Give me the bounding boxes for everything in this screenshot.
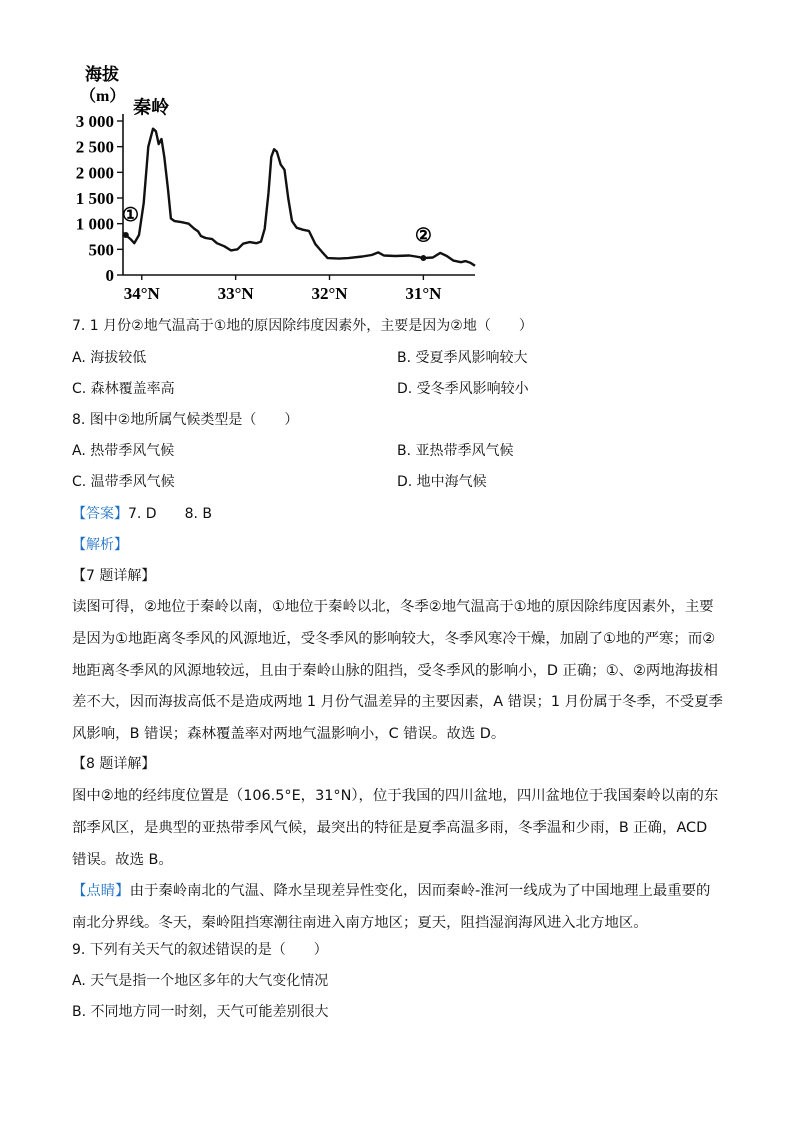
tips-paragraph bbox=[72, 876, 724, 940]
x-axis-ticks bbox=[124, 275, 442, 303]
y-tick-label: 2 000 bbox=[75, 163, 114, 183]
q7-detail-text: 读图可得，②地位于秦岭以南，①地位于秦岭以北，冬季②地气温高于①地的原因除纬度因素外，主要是因为①地距离冬季风的风源地近，受冬季风的影响较大，冬季风寒冷干燥，加剧了①地的严寒；而②地距离冬季风的风源地较远，且由于秦岭山脉的阻挡，受冬季风的影响小，D 正确；①、②两地海拔相差不大，因而海拔高低不是造成两地 1 月份气温差异的主要因素，A 错误；1 月份属于冬季，不受夏季风影响，B 错误；森林覆盖率对两地气温影响小，C 错误。故选 D。 bbox=[72, 599, 723, 743]
question-9-stem: 9. 下列有关天气的叙述错误的是（ ） bbox=[72, 942, 328, 958]
y-axis-ticks bbox=[76, 112, 123, 285]
q9-option-b: B. 不同地方同一时刻，天气可能差别很大 bbox=[72, 1004, 329, 1020]
x-tick-label: 31°N bbox=[405, 284, 442, 303]
q8-option-a: A. 热带季风气候 bbox=[72, 443, 175, 459]
marked-points bbox=[123, 232, 427, 261]
chart-annotation: ② bbox=[414, 225, 432, 247]
y-tick-label: 500 bbox=[88, 240, 114, 260]
elevation-profile-chart bbox=[75, 58, 500, 308]
chart-annotation: ① bbox=[121, 205, 140, 227]
x-tick-label: 32°N bbox=[311, 284, 348, 303]
marked-point bbox=[420, 255, 426, 261]
answer-text: 7. D 8. B bbox=[128, 506, 212, 522]
q9-option-a: A. 天气是指一个地区多年的大气变化情况 bbox=[72, 973, 329, 989]
y-axis-label-line1: 海拔 bbox=[85, 65, 119, 84]
analysis-tag: 【解析】 bbox=[72, 537, 128, 553]
tips-tag: 【点睛】 bbox=[72, 883, 130, 899]
q8-detail-text: 图中②地的经纬度位置是（106.5°E，31°N），位于我国的四川盆地，四川盆地位于我国秦岭以南的东部季风区，是典型的亚热带季风气候，最突出的特征是夏季高温多雨，冬季温和少雨，B 正确，ACD 错误。故选 B。 bbox=[72, 788, 719, 868]
q7-detail-title: 【7 题详解】 bbox=[72, 568, 156, 584]
x-tick-label: 34°N bbox=[123, 284, 160, 303]
q7-option-b: B. 受夏季风影响较大 bbox=[397, 350, 528, 366]
answer-line bbox=[72, 504, 212, 524]
chart-annotations bbox=[122, 96, 432, 246]
q8-option-d: D. 地中海气候 bbox=[397, 474, 487, 490]
q8-option-b: B. 亚热带季风气候 bbox=[397, 443, 514, 459]
tips-text: 由于秦岭南北的气温、降水呈现差异性变化，因而秦岭-淮河一线成为了中国地理上最重要的南北分界线。冬天，秦岭阻挡寒潮往南进入南方地区；夏天，阻挡湿润海风进入北方地区。 bbox=[72, 883, 711, 931]
q8-detail-title: 【8 题详解】 bbox=[72, 756, 156, 772]
y-tick-label: 1 000 bbox=[75, 214, 114, 234]
y-tick-label: 3 000 bbox=[75, 112, 114, 131]
chart-annotation: 秦岭 bbox=[133, 97, 170, 118]
question-8-stem: 8. 图中②地所属气候类型是（ ） bbox=[72, 412, 299, 428]
x-tick-label: 33°N bbox=[217, 284, 254, 303]
q7-option-d: D. 受冬季风影响较小 bbox=[397, 381, 529, 397]
y-tick-label: 0 bbox=[105, 266, 114, 285]
q7-option-c: C. 森林覆盖率高 bbox=[72, 381, 175, 397]
y-tick-label: 1 500 bbox=[75, 189, 114, 208]
answer-tag: 【答案】 bbox=[72, 506, 128, 522]
y-axis-label-line2: （m） bbox=[80, 88, 126, 105]
y-tick-label: 2 500 bbox=[75, 137, 114, 157]
q8-option-c: C. 温带季风气候 bbox=[72, 474, 175, 490]
q7-option-a: A. 海拔较低 bbox=[72, 350, 147, 366]
marked-point bbox=[123, 232, 129, 238]
question-7-stem: 7. 1 月份②地气温高于①地的原因除纬度因素外，主要是因为②地（ ） bbox=[72, 318, 533, 334]
